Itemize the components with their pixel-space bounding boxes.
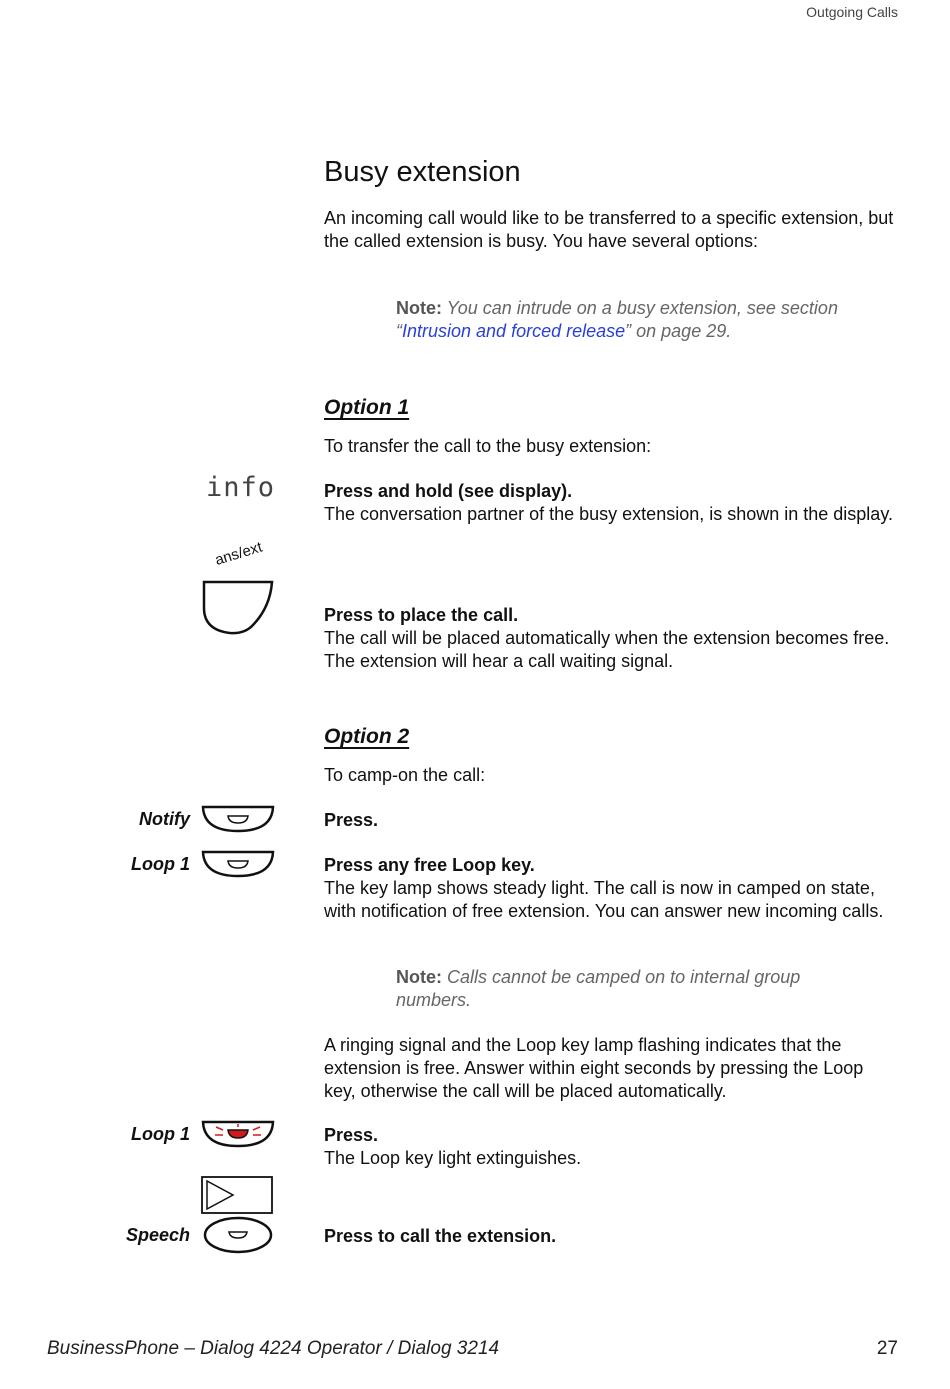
option-2-step-1 [324,809,894,832]
step-text: The conversation partner of the busy extension, is shown in the display. [324,504,893,524]
loop1-flashing-key-icon[interactable] [200,1119,276,1149]
note-label: Note: [396,298,442,318]
option-2-heading: Option 2 [324,725,410,748]
option-2-step-4 [324,1225,894,1248]
intro-paragraph: An incoming call would like to be transferred to a specific extension, but the called extension is busy. You have several options: [324,208,894,251]
speech-key-icon[interactable] [202,1216,274,1256]
ringing-paragraph: A ringing signal and the Loop key lamp flashing indicates that the extension is free. Answer within eight seconds by pressing the Loop key, otherwise the call will be placed automatically. [324,1035,864,1101]
page-number: 27 [876,1338,898,1359]
step-title: Press. [324,1125,379,1145]
step-title: Press and hold (see display). [324,481,573,501]
loop1-flashing-key-label: Loop 1 [131,1124,190,1144]
running-header: Outgoing Calls [806,4,898,20]
option-1-heading: Option 1 [324,396,410,419]
option-2-step-3 [324,1124,894,1170]
note-text: Calls cannot be camped on to internal group numbers. [396,967,801,1010]
loop1-key-label: Loop 1 [131,854,190,874]
note-camp-on [396,966,866,1012]
step-title: Press. [324,810,379,830]
step-title: Press any free Loop key. [324,855,535,875]
footer-title: BusinessPhone – Dialog 4224 Operator / Dialog 3214 [47,1338,500,1359]
option-2-lead: To camp-on the call: [324,765,486,785]
notify-key-icon[interactable] [200,804,276,834]
speech-display-icon [201,1176,273,1214]
notify-key-label: Notify [139,809,190,829]
loop1-key-icon[interactable] [200,849,276,879]
option-2-step-2 [324,854,894,923]
option-1-lead: To transfer the call to the busy extension: [324,436,652,456]
note-text-after: ” on page 29. [625,321,732,341]
step-text: The Loop key light extinguishes. [324,1148,582,1168]
ans-ext-label: ans/ext [213,538,265,569]
note-text: You can intrude on a busy extension, see section “ [396,298,838,341]
step-title: Press to place the call. [324,605,519,625]
note-intrusion [396,297,896,343]
option-1-step-2 [324,604,894,673]
display-info-text: info [206,472,276,503]
section-title: Busy extension [324,156,521,188]
option-1-step-1 [324,480,894,526]
speech-key-label: Speech [125,1225,190,1245]
note-label: Note: [396,967,442,987]
intrusion-link[interactable]: Intrusion and forced release [402,321,626,341]
step-title: Press to call the extension. [324,1226,557,1246]
ans-ext-key-icon[interactable] [200,578,276,636]
step-text: The call will be placed automatically when the extension becomes free. The extension will hear a call waiting signal. [324,628,890,671]
step-text: The key lamp shows steady light. The call is now in camped on state, with notification of free extension. You can answer new incoming calls. [324,878,884,921]
